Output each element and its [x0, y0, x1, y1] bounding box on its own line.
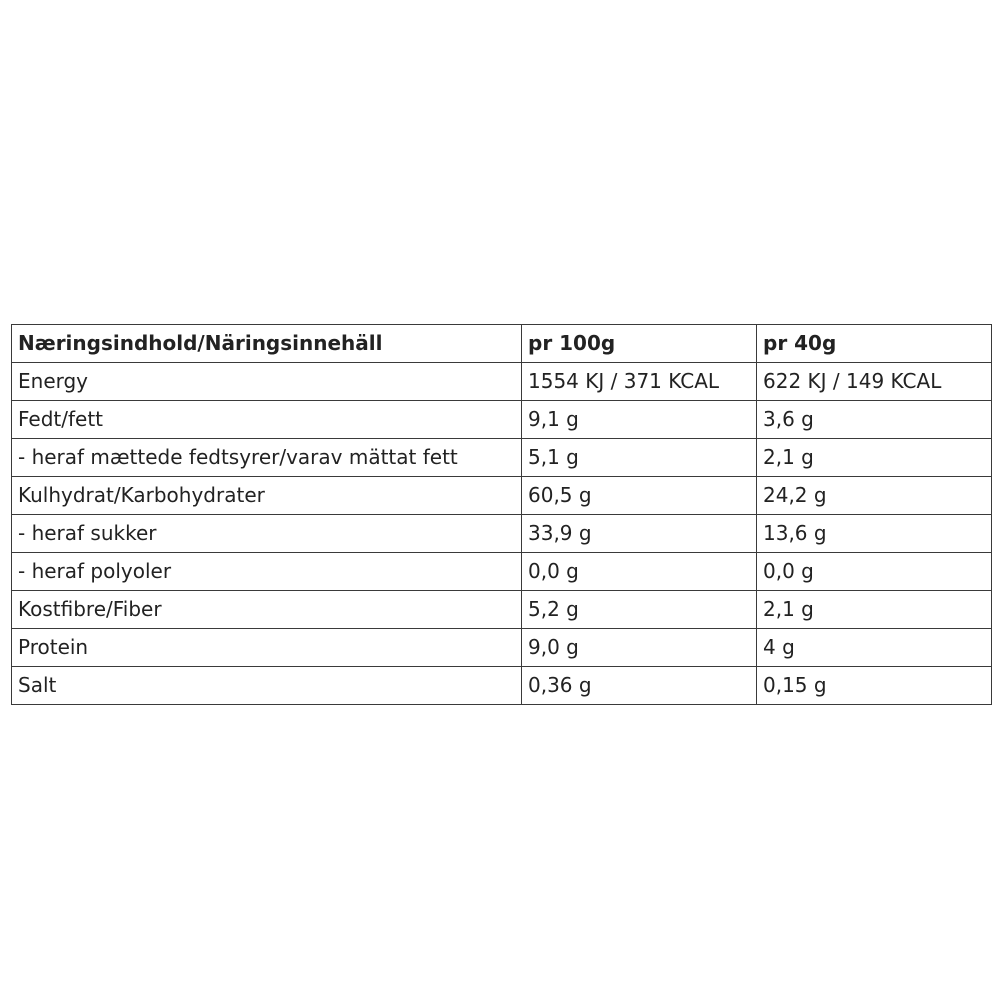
row-per-100g: 9,1 g — [522, 401, 757, 439]
row-per-40g: 2,1 g — [757, 591, 992, 629]
row-nutrient: Salt — [12, 667, 522, 705]
row-nutrient: Kulhydrat/Karbohydrater — [12, 477, 522, 515]
table-row — [12, 553, 992, 591]
row-nutrient: Protein — [12, 629, 522, 667]
row-per-40g: 2,1 g — [757, 439, 992, 477]
row-per-100g: 5,1 g — [522, 439, 757, 477]
row-per-100g: 9,0 g — [522, 629, 757, 667]
row-per-40g: 13,6 g — [757, 515, 992, 553]
row-nutrient: Fedt/fett — [12, 401, 522, 439]
row-nutrient: Energy — [12, 363, 522, 401]
header-per-40g: pr 40g — [757, 325, 992, 363]
header-nutrient: Næringsindhold/Näringsinnehäll — [12, 325, 522, 363]
table-row — [12, 667, 992, 705]
row-per-100g: 0,36 g — [522, 667, 757, 705]
table-header-row — [12, 325, 992, 363]
row-per-40g: 0,0 g — [757, 553, 992, 591]
row-per-100g: 0,0 g — [522, 553, 757, 591]
row-per-40g: 24,2 g — [757, 477, 992, 515]
row-nutrient: - heraf sukker — [12, 515, 522, 553]
table-row — [12, 401, 992, 439]
row-nutrient: - heraf mættede fedtsyrer/varav mättat fett — [12, 439, 522, 477]
row-per-100g: 5,2 g — [522, 591, 757, 629]
table-row — [12, 591, 992, 629]
row-per-40g: 0,15 g — [757, 667, 992, 705]
table-row — [12, 439, 992, 477]
row-per-40g: 622 KJ / 149 KCAL — [757, 363, 992, 401]
nutrition-table — [11, 324, 992, 705]
table-row — [12, 477, 992, 515]
row-per-100g: 1554 KJ / 371 KCAL — [522, 363, 757, 401]
row-per-100g: 33,9 g — [522, 515, 757, 553]
row-per-40g: 4 g — [757, 629, 992, 667]
row-per-40g: 3,6 g — [757, 401, 992, 439]
table-row — [12, 363, 992, 401]
table-row — [12, 629, 992, 667]
row-per-100g: 60,5 g — [522, 477, 757, 515]
header-per-100g: pr 100g — [522, 325, 757, 363]
row-nutrient: - heraf polyoler — [12, 553, 522, 591]
table-row — [12, 515, 992, 553]
row-nutrient: Kostfibre/Fiber — [12, 591, 522, 629]
